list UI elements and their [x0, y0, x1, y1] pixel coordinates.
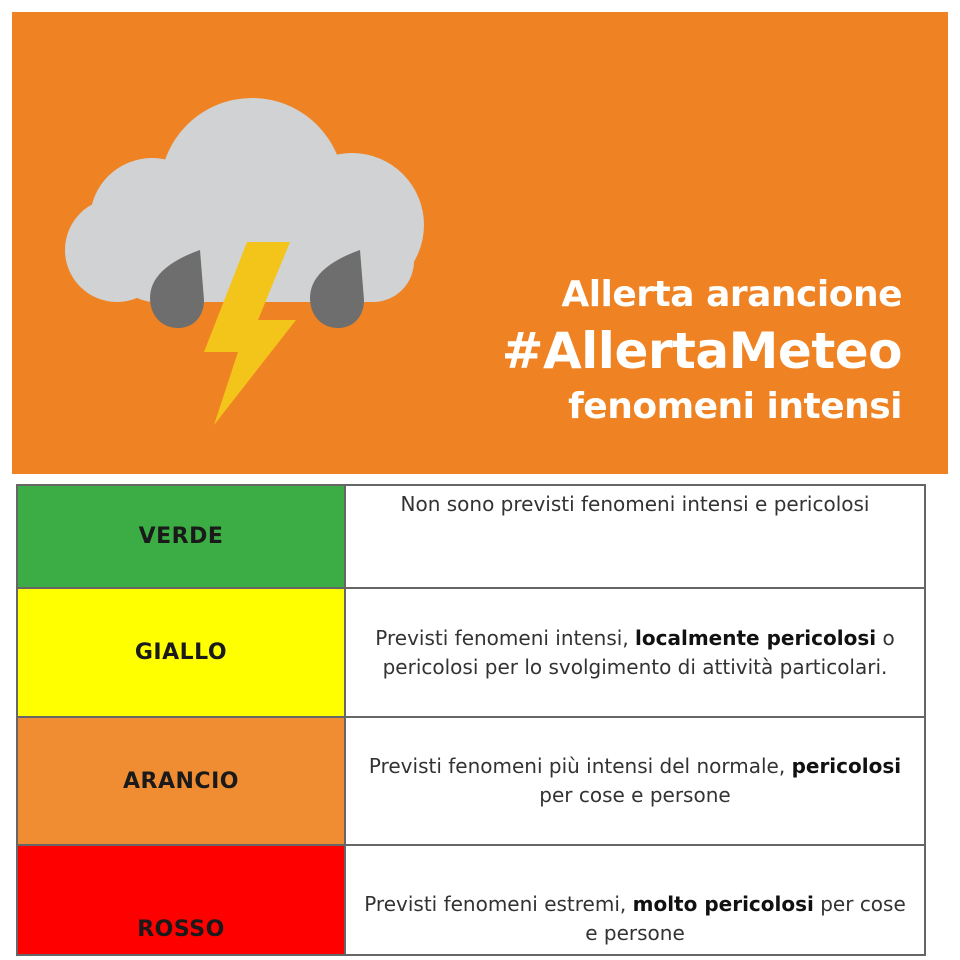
description-text: per cose e persone — [539, 783, 731, 807]
level-row-giallo — [17, 588, 925, 717]
emphasis-text: localmente pericolosi — [635, 625, 877, 650]
banner-subtitle: fenomeni intensi — [568, 386, 902, 427]
emphasis-text: pericolosi — [791, 754, 902, 778]
level-description — [345, 845, 925, 955]
description-text: o pericolosi per lo svolgimento di attività particolari. — [382, 625, 895, 679]
level-name: GIALLO — [17, 588, 345, 717]
level-description — [345, 485, 925, 588]
description-text: Previsti fenomeni più intensi del normale, — [368, 754, 792, 778]
level-row-arancio — [17, 717, 925, 845]
level-row-verde — [17, 485, 925, 588]
emphasis-text: molto pericolosi — [632, 892, 814, 916]
description-text: per cose e persone — [585, 892, 906, 945]
level-row-rosso — [17, 845, 925, 955]
description-text: Non sono previsti fenomeni intensi e pericolosi — [400, 492, 870, 516]
description-text: Previsti fenomeni intensi, — [375, 625, 636, 650]
description-text: Previsti fenomeni estremi, — [364, 892, 633, 916]
thunderstorm-cloud-icon — [52, 70, 432, 440]
level-description — [345, 717, 925, 845]
alert-banner — [12, 12, 948, 474]
banner-hashtag: #AllertaMeteo — [501, 322, 902, 380]
level-name: ARANCIO — [17, 717, 345, 845]
level-name: VERDE — [17, 485, 345, 588]
level-description — [345, 588, 925, 717]
banner-alert-level: Allerta arancione — [561, 274, 902, 315]
banner-headline — [502, 270, 902, 432]
alert-levels-table — [16, 484, 926, 956]
level-name: ROSSO — [17, 845, 345, 955]
